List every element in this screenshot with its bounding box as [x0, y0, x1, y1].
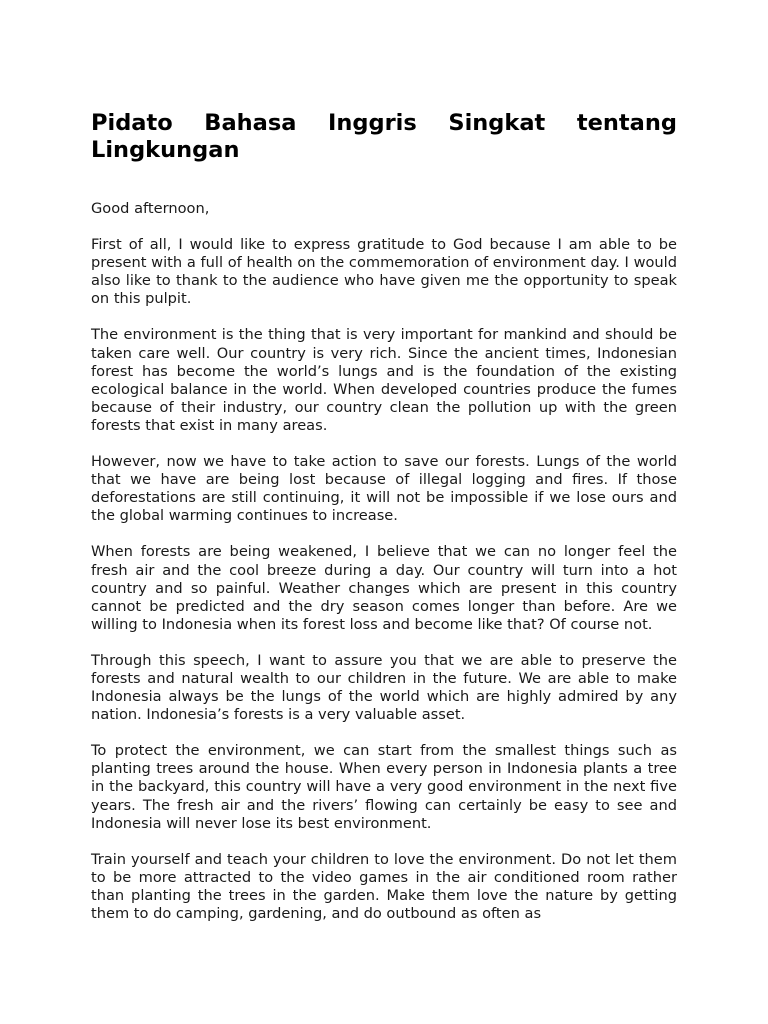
paragraph-forest-loss: However, now we have to take action to save our forests. Lungs of the world that we have are being lost because of illegal logging and fires. If those deforestations are still continuing, it will not be impossible if we lose ours and the global warming continues to increase.	[91, 453, 677, 525]
paragraph-planting-trees: To protect the environment, we can start from the smallest things such as planting trees around the house. When every person in Indonesia plants a tree in the backyard, this country will have a very good environment in the next five years. The fresh air and the rivers’ flowing can certainly be easy to see and Indonesia will never lose its best environment.	[91, 742, 677, 832]
paragraph-environment-importance: The environment is the thing that is very important for mankind and should be taken care well. Our country is very rich. Since the ancient times, Indonesian forest has become the world’s lungs and is the foundation of the existing ecological balance in the world. When developed countries produce the fumes because of their industry, our country clean the pollution up with the green forests that exist in many areas.	[91, 326, 677, 434]
document-title: Pidato Bahasa Inggris Singkat tentang Lingkungan	[91, 110, 677, 163]
document-page	[91, 110, 677, 941]
paragraph-consequences: When forests are being weakened, I believe that we can no longer feel the fresh air and the cool breeze during a day. Our country will turn into a hot country and so painful. Weather changes which are present in this country cannot be predicted and the dry season comes longer than before. Are we willing to Indonesia when its forest loss and become like that? Of course not.	[91, 543, 677, 633]
paragraph-gratitude: First of all, I would like to express gratitude to God because I am able to be present with a full of health on the commemoration of environment day. I would also like to thank to the audience who have given me the opportunity to speak on this pulpit.	[91, 236, 677, 308]
paragraph-greeting: Good afternoon,	[91, 200, 210, 217]
paragraph-teach-children: Train yourself and teach your children to love the environment. Do not let them to be more attracted to the video games in the air conditioned room rather than planting the trees in the garden. Make them love the nature by getting them to do camping, gardening, and do outbound as often as	[91, 850, 677, 922]
paragraph-assurance: Through this speech, I want to assure you that we are able to preserve the forests and natural wealth to our children in the future. We are able to make Indonesia always be the lungs of the world which are highly admired by any nation. Indonesia’s forests is a very valuable asset.	[91, 651, 677, 724]
